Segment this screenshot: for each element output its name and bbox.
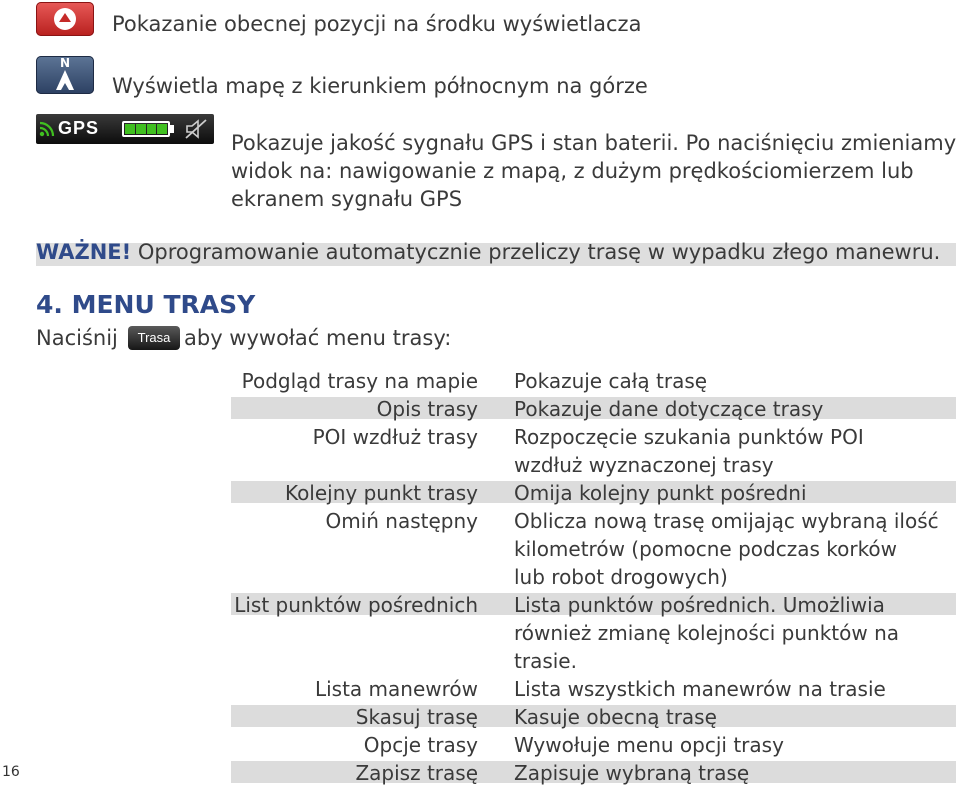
direction-arrow-icon [54, 8, 76, 30]
gps-status-bar [36, 114, 214, 144]
important-text: Oprogramowanie automatycznie przeliczy trasę w wypadku złego manewru. [131, 240, 941, 264]
intro-after: aby wywołać menu trasy: [184, 326, 452, 350]
legend-text-center: Pokazanie obecnej pozycji na środku wyświetlacza [112, 12, 642, 36]
north-up-icon: N [36, 56, 94, 94]
menu-desc: Wywołuje menu opcji trasy [514, 733, 784, 757]
intro-before: Naciśnij [36, 326, 118, 350]
menu-desc: lub robot drogowych) [514, 565, 728, 589]
menu-desc: Zapisuje wybraną trasę [514, 761, 750, 785]
menu-option-avoid-next: Omiń następny [325, 509, 478, 533]
menu-desc: trasie. [514, 649, 577, 673]
menu-option-poi-along-route: POI wzdłuż trasy [312, 425, 478, 449]
menu-option-route-preview: Podgląd trasy na mapie [241, 369, 478, 393]
menu-desc: Pokazuje całą trasę [514, 369, 708, 393]
menu-desc: Omija kolejny punkt pośredni [514, 481, 807, 505]
menu-desc: Kasuje obecną trasę [514, 705, 717, 729]
signal-icon [38, 120, 56, 138]
menu-option-waypoint-list: List punktów pośrednich [234, 593, 478, 617]
trasa-button: Trasa [128, 326, 180, 350]
menu-option-route-options: Opcje trasy [363, 733, 478, 757]
menu-option-save-route: Zapisz trasę [355, 761, 478, 785]
gps-description-line-1: Pokazuje jakość sygnału GPS i stan baterii. Po naciśnięciu zmieniamy [231, 131, 957, 155]
menu-desc: również zmianę kolejności punktów na [514, 621, 900, 645]
mute-icon [184, 118, 208, 140]
menu-desc: Oblicza nową trasę omijając wybraną ilość [514, 509, 939, 533]
important-note [36, 240, 940, 264]
section-heading: 4. MENU TRASY [36, 290, 256, 319]
menu-option-route-description: Opis trasy [376, 397, 478, 421]
menu-option-next-waypoint: Kolejny punkt trasy [284, 481, 478, 505]
menu-desc: Rozpoczęcie szukania punktów POI [514, 425, 864, 449]
gps-description-line-2: widok na: nawigowanie z mapą, z dużym prędkościomierzem lub [231, 159, 914, 183]
menu-desc: wzdłuż wyznaczonej trasy [514, 453, 774, 477]
battery-icon [122, 121, 170, 137]
menu-desc: Pokazuje dane dotyczące trasy [514, 397, 824, 421]
center-position-icon [36, 2, 94, 36]
menu-option-maneuver-list: Lista manewrów [314, 677, 478, 701]
legend-text-north: Wyświetla mapę z kierunkiem północnym na górze [112, 74, 648, 98]
gps-description-line-3: ekranem sygnału GPS [231, 187, 463, 211]
page-number: 16 [2, 764, 20, 780]
menu-desc: kilometrów (pomocne podczas korków [514, 537, 898, 561]
menu-desc: Lista punktów pośrednich. Umożliwia [514, 593, 885, 617]
gps-label: GPS [58, 118, 100, 138]
menu-desc: Lista wszystkich manewrów na trasie [514, 677, 886, 701]
menu-option-delete-route: Skasuj trasę [355, 705, 478, 729]
important-label: WAŻNE! [36, 240, 132, 264]
